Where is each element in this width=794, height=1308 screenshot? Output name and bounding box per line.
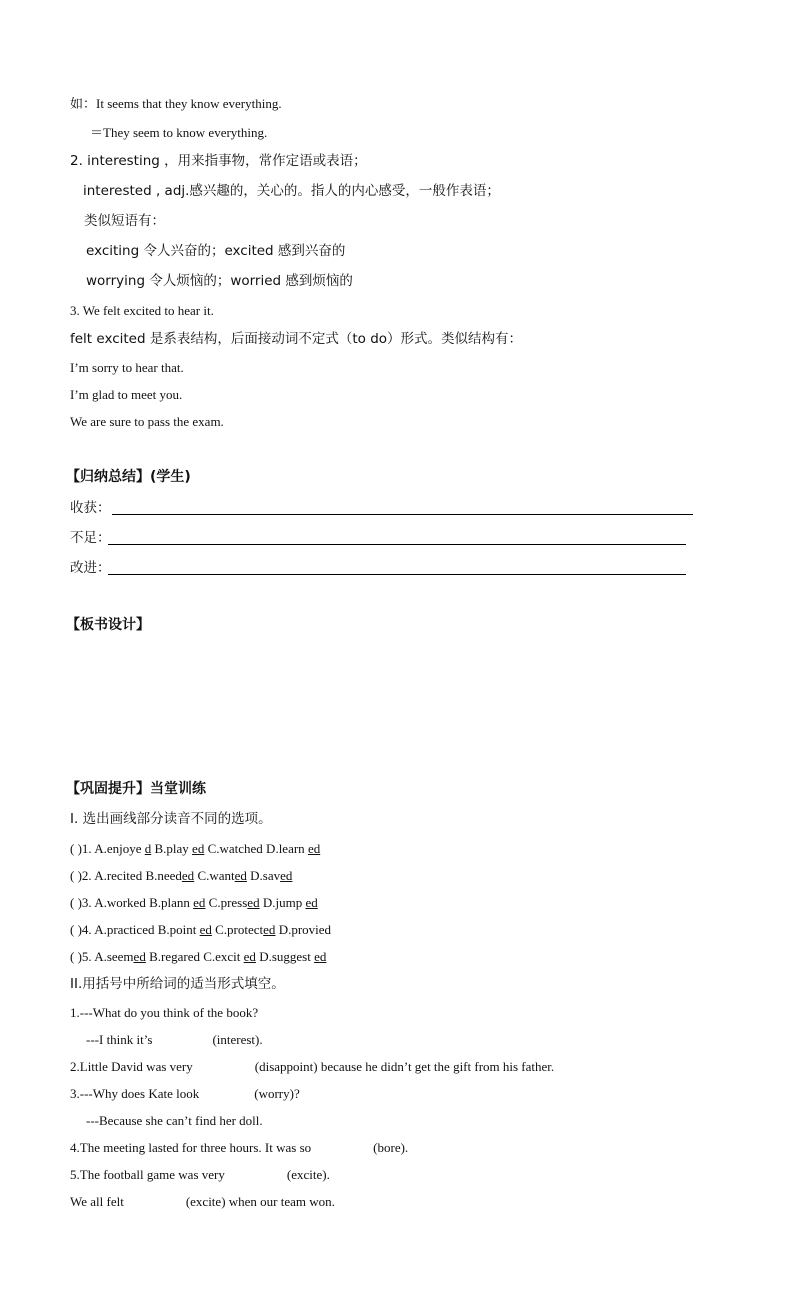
example-sentence: I’m glad to meet you. (70, 387, 183, 402)
fill-question-3 (70, 1085, 300, 1103)
fill-question-2 (70, 1058, 554, 1076)
q5-underline-c: ed (243, 949, 256, 964)
q2-option-c: C.want (194, 868, 235, 883)
fill-question-3b: ---Because she can’t find her doll. (86, 1113, 263, 1128)
q4-underline-a: ed (199, 922, 212, 937)
question-1 (70, 840, 320, 858)
q2-prefix: ( )2. A.recited B.need (70, 868, 182, 883)
q2-underline-d: ed (280, 868, 293, 883)
fill-question-1a: 1.---What do you think of the book? (70, 1005, 259, 1020)
grammar-point: exciting 令人兴奋的；excited 感到兴奋的 (86, 243, 346, 259)
f1-text: ---I think it’s (86, 1032, 153, 1047)
q2-option-d: D.sav (246, 868, 281, 883)
q1-option-b: B.play (151, 841, 193, 856)
summary-gain-label: 收获： (70, 500, 111, 516)
q3-option-c: C.press (205, 895, 248, 910)
example-sentence: 如：It seems that they know everything. (70, 96, 282, 111)
q5-underline-a: ed (133, 949, 146, 964)
f3-text: 3.---Why does Kate look (70, 1086, 200, 1101)
summary-lack-line[interactable] (108, 544, 686, 545)
q5-underline-d: ed (314, 949, 327, 964)
q2-underline-b: ed (234, 868, 247, 883)
grammar-point: felt excited 是系表结构，后面接动词不定式（to do）形式。类似结构有： (70, 331, 523, 347)
fill-question-4 (70, 1139, 408, 1157)
grammar-point: interested , adj.感兴趣的，关心的。指人的内心感受，一般作表语； (83, 183, 500, 199)
example-sentence: We are sure to pass the exam. (70, 414, 224, 429)
question-4 (70, 921, 331, 939)
summary-gain-line[interactable] (112, 514, 693, 515)
example-sentence: I’m sorry to hear that. (70, 360, 184, 375)
part2-title: II.用括号中所给词的适当形式填空。 (70, 976, 285, 992)
question-5 (70, 948, 326, 966)
q4-option-c: C.protect (211, 922, 264, 937)
q1-underline-b: ed (192, 841, 205, 856)
fill-question-6 (70, 1193, 335, 1211)
example-sentence: ＝They seem to know everything. (90, 125, 268, 140)
q5-option-d: D.suggest (255, 949, 315, 964)
q4-underline-b: ed (263, 922, 276, 937)
q1-underline-a: d (144, 841, 152, 856)
q3-underline-d: ed (305, 895, 318, 910)
q1-underline-d: ed (307, 841, 321, 856)
f2-text: 2.Little David was very (70, 1059, 193, 1074)
f6-text: We all felt (70, 1194, 124, 1209)
grammar-point: 类似短语有： (84, 213, 165, 229)
f3-hint: (worry)? (254, 1086, 300, 1101)
summary-improve-label: 改进： (70, 560, 111, 576)
question-3 (70, 894, 318, 912)
f6-hint: (excite) when our team won. (185, 1194, 335, 1209)
q3-option-d: D.jump (259, 895, 306, 910)
q5-option-bc: B.regared C.excit (145, 949, 244, 964)
q3-underline-a: ed (193, 895, 206, 910)
summary-improve-line[interactable] (108, 574, 686, 575)
f2-hint: (disappoint) because he didn’t get the gift from his father. (254, 1059, 555, 1074)
q1-option-cd: C.watched D.learn (204, 841, 308, 856)
fill-question-1b (86, 1031, 263, 1049)
f4-text: 4.The meeting lasted for three hours. It was so (70, 1140, 312, 1155)
q4-option-d: D.provied (275, 922, 332, 937)
practice-heading: 【巩固提升】当堂训练 (66, 781, 206, 797)
grammar-point: 2. interesting ，用来指事物，常作定语或表语； (70, 153, 367, 169)
q4-prefix: ( )4. A.practiced B.point (70, 922, 200, 937)
board-heading: 【板书设计】 (66, 617, 150, 633)
q2-underline-a: ed (181, 868, 195, 883)
f5-text: 5.The football game was very (70, 1167, 225, 1182)
f1-hint: (interest). (212, 1032, 263, 1047)
f5-hint: (excite). (286, 1167, 330, 1182)
q1-prefix: ( )1. A.enjoye (70, 841, 145, 856)
fill-question-5 (70, 1166, 330, 1184)
grammar-point: worrying 令人烦恼的；worried 感到烦恼的 (86, 273, 353, 289)
summary-heading: 【归纳总结】(学生) (66, 469, 191, 485)
part1-title: I. 选出画线部分读音不同的选项。 (70, 811, 272, 827)
q3-prefix: ( )3. A.worked B.plann (70, 895, 194, 910)
summary-lack-label: 不足： (70, 530, 111, 546)
q5-prefix: ( )5. A.seem (70, 949, 134, 964)
grammar-point: 3. We felt excited to hear it. (70, 303, 214, 318)
q3-underline-b: ed (247, 895, 260, 910)
f4-hint: (bore). (373, 1140, 409, 1155)
question-2 (70, 867, 292, 885)
